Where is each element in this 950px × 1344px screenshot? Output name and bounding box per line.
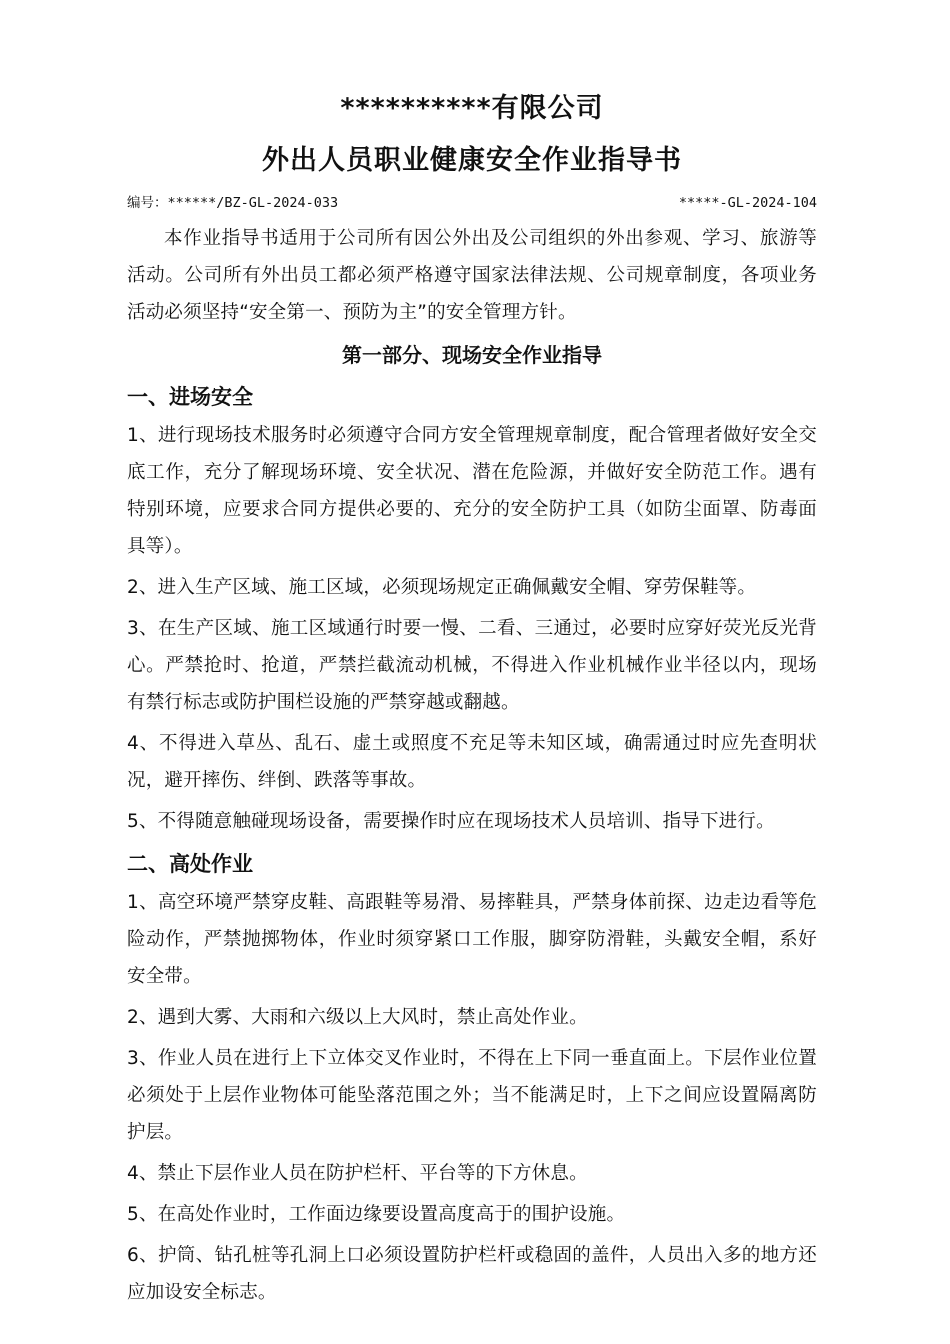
part-title: 第一部分、现场安全作业指导 (342, 343, 602, 367)
document-title: 外出人员职业健康安全作业指导书 (262, 145, 682, 176)
list-item: 3、作业人员在进行上下立体交叉作业时，不得在上下同一垂直面上。下层作业位置必须处于上层作业物体可能坠落范围之外；当不能满足时，上下之间应设置隔离防护层。 (127, 1048, 817, 1143)
list-item: 1、进行现场技术服务时必须遵守合同方安全管理规章制度，配合管理者做好安全交底工作，充分了解现场环境、安全状况、潜在危险源，并做好安全防范工作。遇有特别环境，应要求合同方提供必要的、充分的安全防护工具（如防尘面罩、防毒面具等）。 (127, 425, 817, 557)
list-item: 4、禁止下层作业人员在防护栏杆、平台等的下方休息。 (127, 1163, 588, 1184)
document-body (127, 88, 817, 1315)
document-reference: *****-GL-2024-104 (678, 195, 817, 211)
list-item: 4、不得进入草丛、乱石、虚土或照度不充足等未知区域，确需通过时应先查明状况，避开摔伤、绊倒、跌落等事故。 (127, 733, 817, 791)
section-title: 一、进场安全 (127, 385, 253, 409)
intro-paragraph: 本作业指导书适用于公司所有因公外出及公司组织的外出参观、学习、旅游等活动。公司所有外出员工都必须严格遵守国家法律法规、公司规章制度，各项业务活动必须坚持“安全第一、预防为主”的安全管理方针。 (127, 228, 817, 323)
list-item: 5、不得随意触碰现场设备，需要操作时应在现场技术人员培训、指导下进行。 (127, 811, 775, 832)
document-number: 编号：******/BZ-GL-2024-033 (127, 195, 339, 211)
document-codes (127, 192, 817, 214)
list-item: 6、护筒、钻孔桩等孔洞上口必须设置防护栏杆或稳固的盖件，人员出入多的地方还应加设安全标志。 (127, 1245, 817, 1303)
section-entry-safety (127, 377, 817, 840)
company-name: **********有限公司 (340, 93, 604, 124)
list-item: 2、遇到大雾、大雨和六级以上大风时，禁止高处作业。 (127, 1007, 588, 1028)
section-title: 二、高处作业 (127, 852, 253, 876)
list-item: 5、在高处作业时，工作面边缘要设置高度高于的围护设施。 (127, 1204, 626, 1225)
list-item: 3、在生产区域、施工区域通行时要一慢、二看、三通过，必要时应穿好荧光反光背心。严禁抢时、抢道，严禁拦截流动机械，不得进入作业机械作业半径以内，现场有禁行标志或防护围栏设施的严禁穿越或翻越。 (127, 618, 817, 713)
section-work-at-height (127, 844, 817, 1311)
list-item: 1、高空环境严禁穿皮鞋、高跟鞋等易滑、易摔鞋具，严禁身体前探、边走边看等危险动作，严禁抛掷物体，作业时须穿紧口工作服，脚穿防滑鞋，头戴安全帽，系好安全带。 (127, 892, 817, 987)
list-item: 2、进入生产区域、施工区域，必须现场规定正确佩戴安全帽、穿劳保鞋等。 (127, 577, 757, 598)
